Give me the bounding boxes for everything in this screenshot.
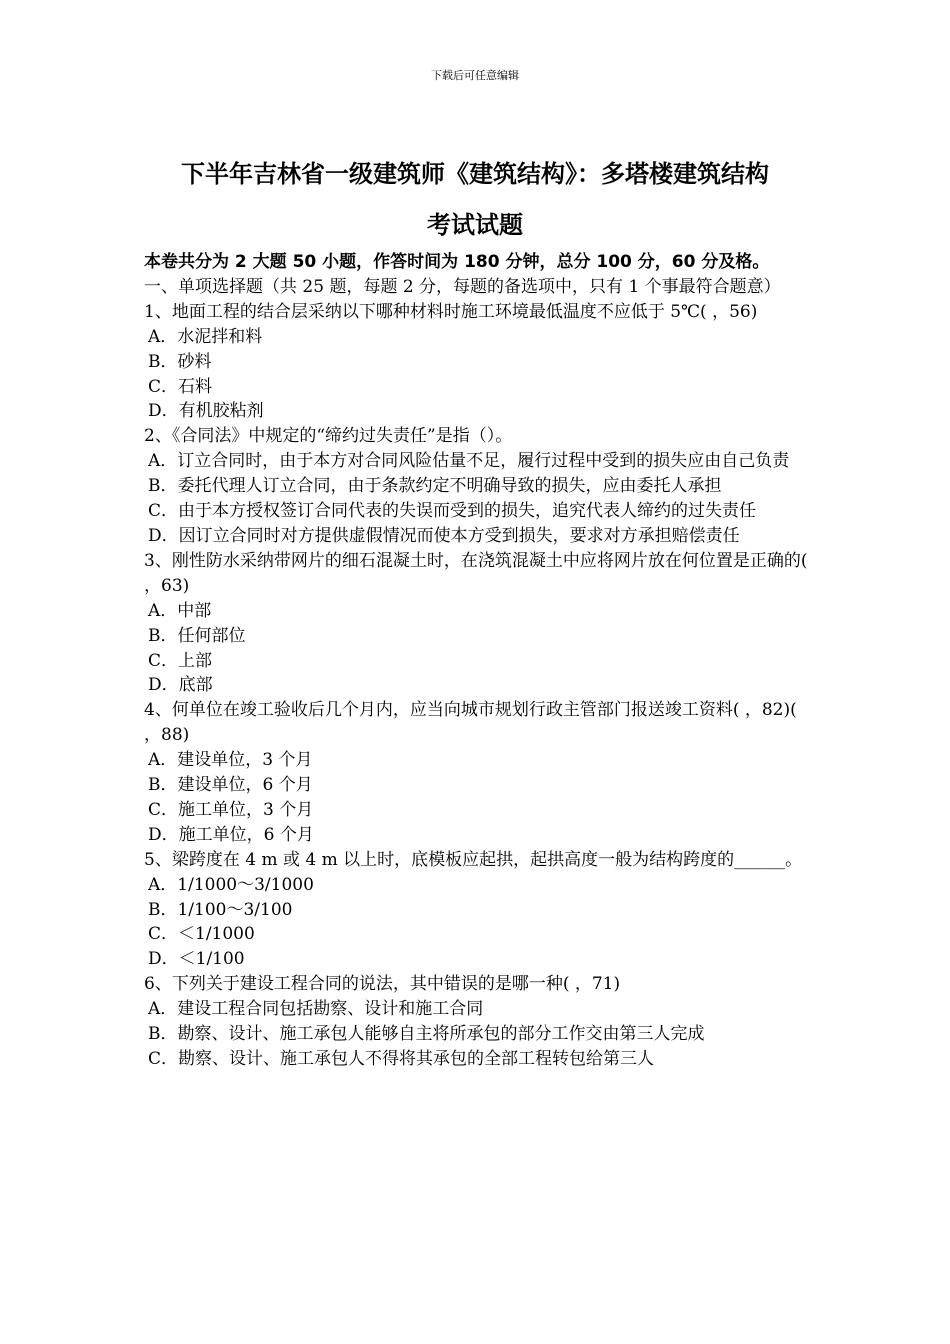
exam-intro: 本卷共分为 2 大题 50 小题，作答时间为 180 分钟，总分 100 分，60 分及格。 (144, 252, 770, 272)
option: C．石料 (148, 376, 213, 397)
option: C．＜1/1000 (148, 924, 255, 945)
option: B．建设单位，6 个月 (148, 775, 313, 796)
option: D．施工单位，6 个月 (148, 824, 314, 845)
option: A．建设单位，3 个月 (148, 750, 313, 771)
question-stem: 5、梁跨度在 4 m 或 4 m 以上时，底模板应起拱，起拱高度一般为结构跨度的______。 (144, 849, 803, 870)
option: A．水泥拌和料 (148, 326, 263, 347)
option: B．委托代理人订立合同，由于条款约定不明确导致的损失，应由委托人承担 (148, 476, 722, 497)
header-note: 下载后可任意编辑 (431, 69, 519, 82)
option: B．砂料 (148, 351, 212, 372)
question-stem: 6、下列关于建设工程合同的说法，其中错误的是哪一种( ，71) (144, 974, 621, 995)
section-heading: 一、单项选择题（共 25 题，每题 2 分，每题的备选项中，只有 1 个事最符合题意） (144, 276, 781, 297)
option: A．中部 (148, 600, 212, 621)
option: A．1/1000～3/1000 (148, 874, 314, 895)
question-stem: 4、何单位在竣工验收后几个月内，应当向城市规划行政主管部门报送竣工资料( ，82)( ，88) (144, 700, 797, 746)
option: C．施工单位，3 个月 (148, 799, 314, 820)
document-body (144, 250, 814, 1072)
option: D．底部 (148, 675, 213, 696)
question-stem: 1、地面工程的结合层采纳以下哪种材料时施工环境最低温度不应低于 5℃( ，56) (144, 301, 758, 322)
option: B．勘察、设计、施工承包人能够自主将所承包的部分工作交由第三人完成 (148, 1024, 705, 1045)
question-stem: 3、刚性防水采纳带网片的细石混凝土时，在浇筑混凝土中应将网片放在何位置是正确的( ，63) (144, 550, 808, 596)
document-title-line-1: 下半年吉林省一级建筑师《建筑结构》：多塔楼建筑结构 (181, 160, 769, 188)
option: C．上部 (148, 650, 213, 671)
option: B．1/100～3/100 (148, 899, 293, 920)
option: B．任何部位 (148, 625, 246, 646)
option: D．有机胶粘剂 (148, 401, 264, 422)
document-title-line-2: 考试试题 (427, 211, 523, 239)
option: D．因订立合同时对方提供虚假情况而使本方受到损失，要求对方承担赔偿责任 (148, 525, 740, 546)
option: C．勘察、设计、施工承包人不得将其承包的全部工程转包给第三人 (148, 1049, 655, 1069)
option: A．订立合同时，由于本方对合同风险估量不足，履行过程中受到的损失应由自己负责 (148, 451, 790, 472)
option: C．由于本方授权签订合同代表的失误而受到的损失，追究代表人缔约的过失责任 (148, 501, 757, 522)
question-stem: 2、《合同法》中规定的“缔约过失责任”是指（）。 (144, 426, 513, 447)
option: A．建设工程合同包括勘察、设计和施工合同 (148, 999, 484, 1020)
option: D．＜1/100 (148, 949, 245, 970)
